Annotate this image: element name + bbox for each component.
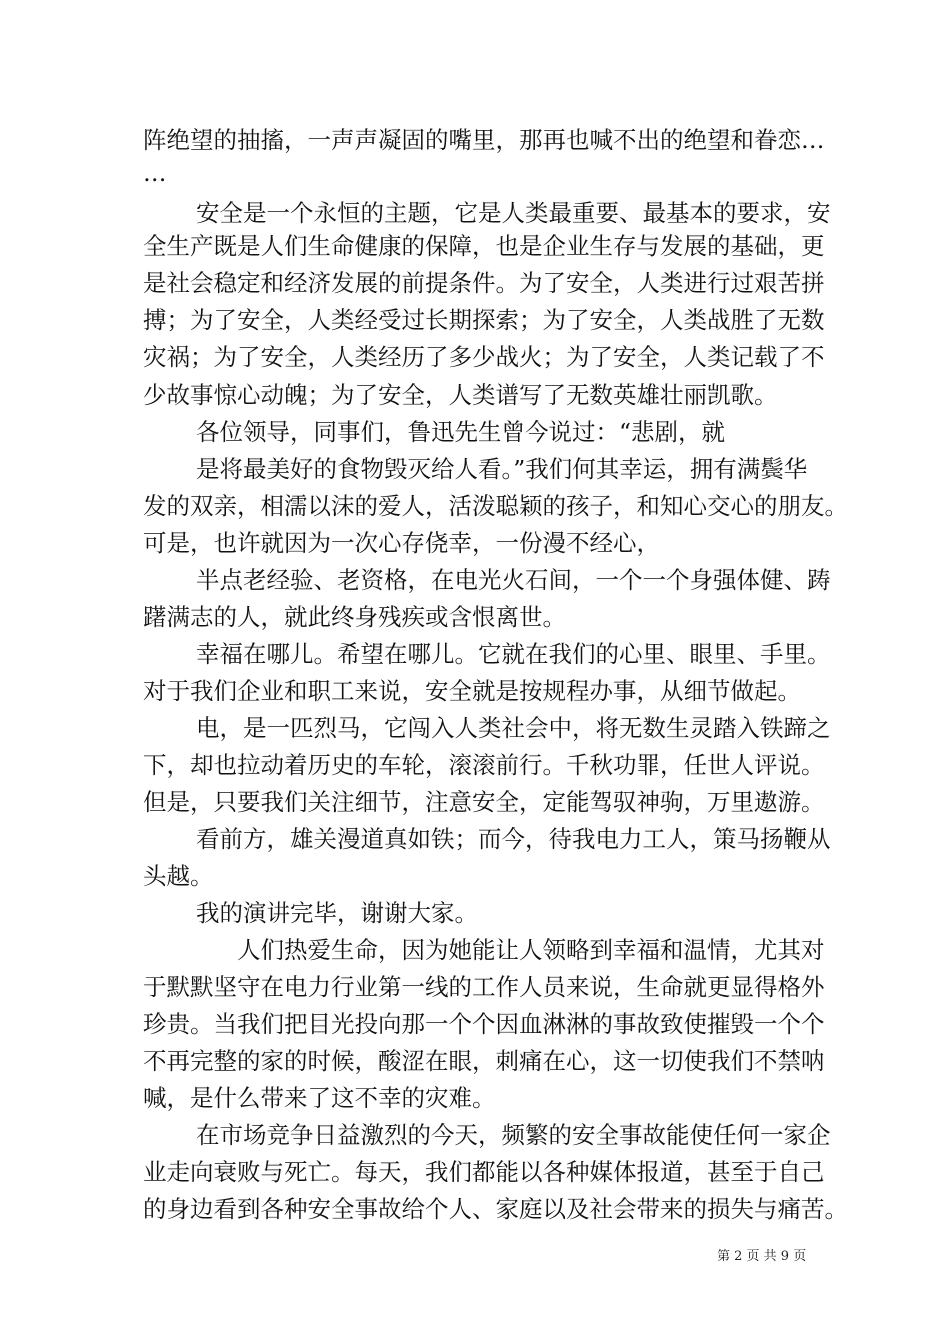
text-line: 看前方，雄关漫道真如铁；而今，待我电力工人，策马扬鞭从: [196, 825, 831, 853]
text-line: 少故事惊心动魄；为了安全，人类谱写了无数英雄壮丽凯歌。: [143, 381, 778, 409]
text-line: 于默默坚守在电力行业第一线的工作人员来说，生命就更显得格外: [143, 973, 825, 1001]
text-line: 珍贵。当我们把目光投向那一个个因血淋淋的事故致使摧毁一个个: [143, 1010, 825, 1038]
text-line: 头越。: [143, 862, 214, 890]
text-line: 安全是一个永恒的主题，它是人类最重要、最基本的要求，安: [196, 199, 831, 227]
text-line: 可是，也许就因为一次心存侥幸，一份漫不经心，: [143, 529, 660, 557]
text-line: 电，是一匹烈马，它闯入人类社会中，将无数生灵踏入铁蹄之: [196, 714, 831, 742]
text-line: 不再完整的家的时候，酸涩在眼，刺痛在心，这一切使我们不禁呐: [143, 1047, 825, 1075]
text-line: 但是，只要我们关注细节，注意安全，定能驾驭神驹，万里遨游。: [143, 788, 825, 816]
text-line: 的身边看到各种安全事故给个人、家庭以及社会带来的损失与痛苦。: [143, 1195, 848, 1223]
text-line: 在市场竞争日益激烈的今天，频繁的安全事故能使任何一家企: [196, 1121, 831, 1149]
text-line: 喊，是什么带来了这不幸的灾难。: [143, 1084, 496, 1112]
text-line: …: [143, 159, 167, 187]
text-line: 搏；为了安全，人类经受过长期探索；为了安全，人类战胜了无数: [143, 306, 825, 334]
text-line: 躇满志的人，就此终身残疾或含恨离世。: [143, 603, 566, 631]
text-line: 各位领导，同事们，鲁迅先生曾今说过：“悲剧，就: [196, 418, 726, 446]
text-line: 业走向衰败与死亡。每天，我们都能以各种媒体报道，甚至于自己: [143, 1158, 825, 1186]
text-line: 我的演讲完毕，谢谢大家。: [196, 899, 478, 927]
page-number: 第 2 页 共 9 页: [717, 1249, 807, 1264]
text-line: 对于我们企业和职工来说，安全就是按规程办事，从细节做起。: [143, 677, 801, 705]
text-line: 灾祸；为了安全，人类经历了多少战火；为了安全，人类记载了不: [143, 343, 825, 371]
text-line: 下，却也拉动着历史的车轮，滚滚前行。千秋功罪，任世人评说。: [143, 751, 825, 779]
text-line: 幸福在哪儿。希望在哪儿。它就在我们的心里、眼里、手里。: [196, 640, 831, 668]
text-line: 半点老经验、老资格，在电光火石间，一个一个身强体健、踌: [196, 566, 831, 594]
text-line: 是社会稳定和经济发展的前提条件。为了安全，人类进行过艰苦拼: [143, 269, 825, 297]
text-line: 人们热爱生命，因为她能让人领略到幸福和温情，尤其对: [237, 936, 825, 964]
text-line: 发的双亲，相濡以沫的爱人，活泼聪颖的孩子，和知心交心的朋友。: [143, 492, 848, 520]
text-line: 是将最美好的食物毁灭给人看。”我们何其幸运，拥有满鬓华: [196, 455, 808, 483]
text-line: 阵绝望的抽搐，一声声凝固的嘴里，那再也喊不出的绝望和眷恋…: [143, 126, 825, 154]
text-line: 全生产既是人们生命健康的保障，也是企业生存与发展的基础，更: [143, 232, 825, 260]
